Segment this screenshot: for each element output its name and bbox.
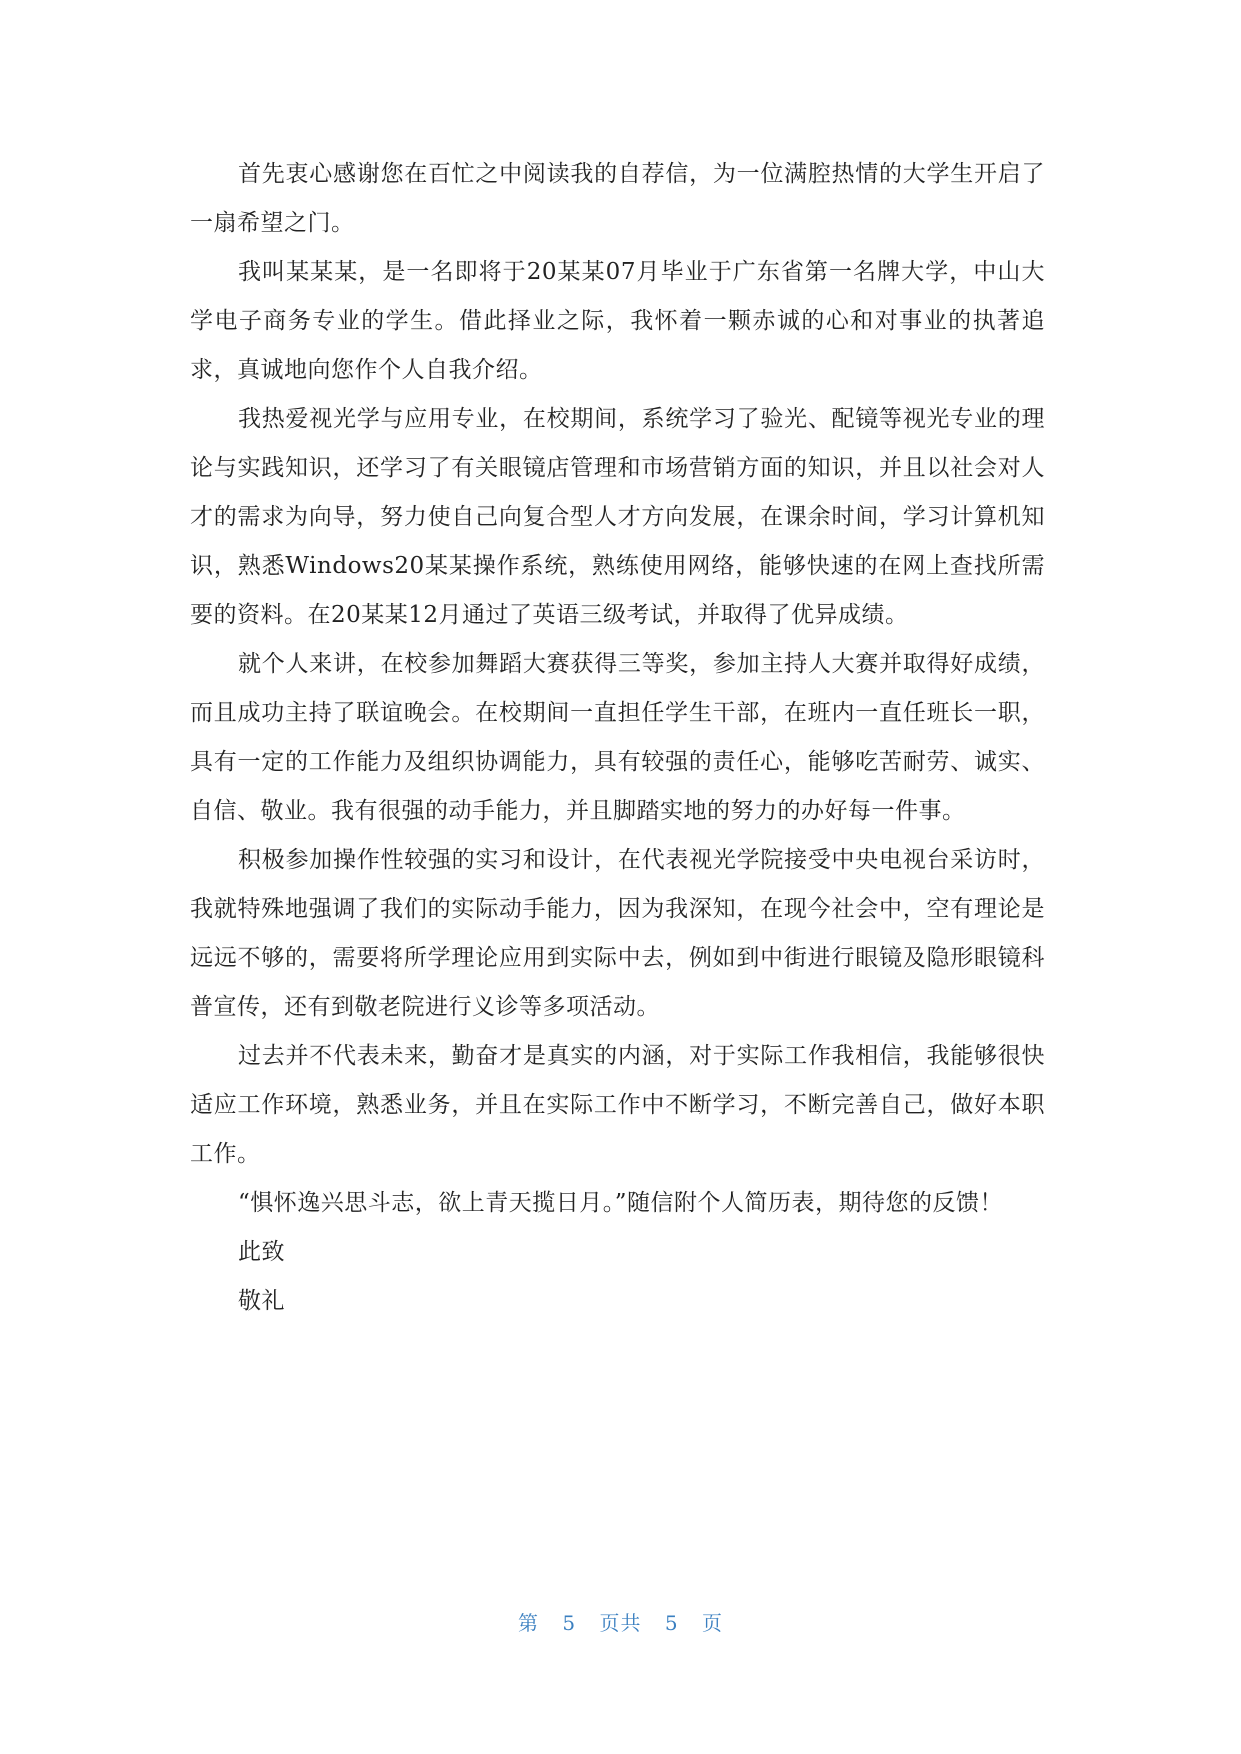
paragraph-practice: 积极参加操作性较强的实习和设计，在代表视光学院接受中央电视台采访时，我就特殊地强调了我们的实际动手能力，因为我深知，在现今社会中，空有理论是远远不够的，需要将所学理论应用到实际中去，例如到中街进行眼镜及隐形眼镜科普宣传，还有到敬老院进行义诊等多项活动。 (190, 847, 1045, 1020)
paragraph-quote: “惧怀逸兴思斗志，欲上青天揽日月。”随信附个人简历表，期待您的反馈！ (238, 1190, 1004, 1216)
closing-salutation: 此致 (238, 1239, 285, 1265)
letter-body (190, 150, 1045, 1326)
footer-total-pages: 5 (664, 1611, 679, 1635)
footer-prefix: 第 (518, 1611, 540, 1635)
footer-suffix: 页 (701, 1611, 723, 1635)
paragraph-thanks: 首先衷心感谢您在百忙之中阅读我的自荐信，为一位满腔热情的大学生开启了一扇希望之门。 (190, 161, 1045, 236)
paragraph-activities: 就个人来讲，在校参加舞蹈大赛获得三等奖，参加主持人大赛并取得好成绩，而且成功主持了联谊晚会。在校期间一直担任学生干部，在班内一直任班长一职，具有一定的工作能力及组织协调能力，具有较强的责任心，能够吃苦耐劳、诚实、自信、敬业。我有很强的动手能力，并且脚踏实地的努力的办好每一件事。 (190, 651, 1045, 824)
paragraph-future: 过去并不代表未来，勤奋才是真实的内涵，对于实际工作我相信，我能够很快适应工作环境，熟悉业务，并且在实际工作中不断学习，不断完善自己，做好本职工作。 (190, 1043, 1045, 1167)
footer-middle: 页共 (599, 1611, 642, 1635)
page-footer (0, 1607, 1241, 1636)
paragraph-studies: 我热爱视光学与应用专业，在校期间，系统学习了验光、配镜等视光专业的理论与实践知识，还学习了有关眼镜店管理和市场营销方面的知识，并且以社会对人才的需求为向导，努力使自己向复合型人才方向发展，在课余时间，学习计算机知识，熟悉Windows20某某操作系统，熟练使用网络，能够快速的在网上查找所需要的资料。在20某某12月通过了英语三级考试，并取得了优异成绩。 (190, 406, 1045, 628)
footer-current-page: 5 (562, 1611, 577, 1635)
paragraph-introduction: 我叫某某某，是一名即将于20某某07月毕业于广东省第一名牌大学，中山大学电子商务专业的学生。借此择业之际，我怀着一颗赤诚的心和对事业的执著追求，真诚地向您作个人自我介绍。 (190, 259, 1045, 383)
closing-regards: 敬礼 (238, 1288, 285, 1314)
